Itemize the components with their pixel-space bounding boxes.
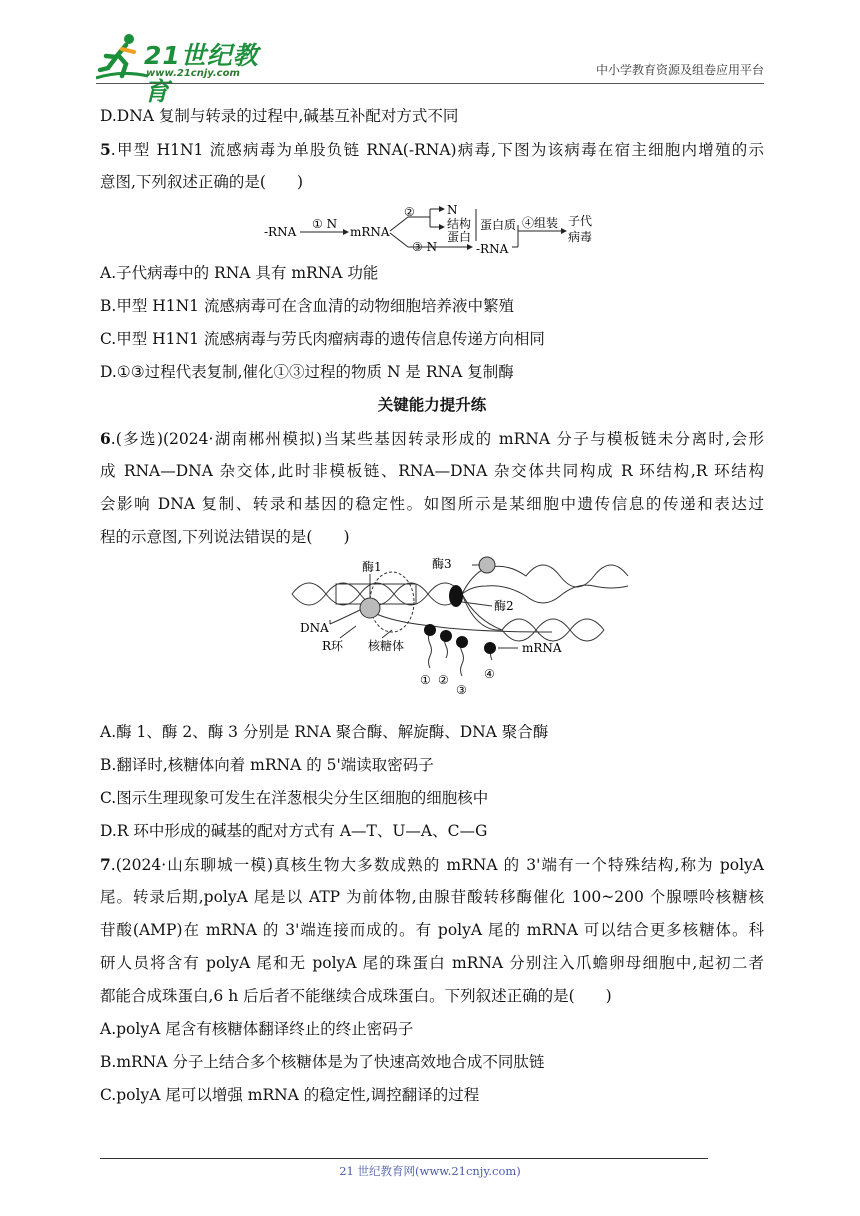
q6-option-d: D.R 环中形成的碱基的配对方式有 A—T、U—A、C—G	[100, 822, 488, 840]
d1-start: -RNA	[264, 225, 297, 239]
logo-url: www.21cnjy.com	[146, 68, 240, 79]
d1-protein: 蛋白质	[480, 218, 517, 232]
document-body	[100, 100, 764, 1112]
d1-mrna: mRNA	[350, 225, 390, 239]
q7-stem-line-3: 苷酸(AMP)在 mRNA 的 3'端连接而成的。有 polyA 尾的 mRNA 可以结合更多核糖体。科	[100, 921, 764, 939]
page-header	[96, 30, 764, 106]
q7-number: 7	[100, 855, 111, 874]
q6-stem-line-2: 成 RNA—DNA 杂交体,此时非模板链、RNA—DNA 杂交体共同构成 R 环结构,R 环结构	[100, 462, 764, 480]
d2-mrna: mRNA	[522, 641, 562, 655]
r-loop-diagram-svg	[100, 556, 764, 708]
d2-ribosome: 核糖体	[368, 639, 405, 653]
q7-stem-line-2: 尾。转录后期,polyA 尾是以 ATP 为前体物,由腺苷酸转移酶催化 100~200 个腺嘌呤核糖核	[100, 888, 764, 906]
d2-r-loop: R环	[322, 639, 344, 653]
site-logo[interactable]	[96, 30, 266, 106]
header-divider	[96, 83, 764, 84]
q6-stem-line-4: 程的示意图,下列说法错误的是( )	[100, 528, 350, 546]
d2-dna: DNA	[300, 621, 329, 635]
logo-title: 21世纪教育	[144, 41, 259, 106]
d1-structural-1: 结构	[447, 217, 472, 231]
q6-stem-line-3: 会影响 DNA 复制、转录和基因的稳定性。如图所示是某细胞中遗传信息的传递和表达过	[100, 495, 764, 513]
section-title: 关键能力提升练	[377, 396, 487, 414]
q6-option-c: C.图示生理现象可发生在洋葱根尖分生区细胞的细胞核中	[100, 789, 489, 807]
flu-virus-diagram	[100, 203, 764, 255]
page-footer[interactable]: 21 世纪教育网(www.21cnjy.com)	[339, 1164, 521, 1178]
d1-n-top: N	[447, 203, 458, 217]
d2-enzyme2: 酶2	[494, 599, 514, 613]
runner-logo-icon	[96, 30, 148, 82]
r-loop-diagram	[100, 556, 764, 708]
q5-stem-line-1	[100, 133, 764, 166]
d1-progeny-2: 病毒	[568, 230, 593, 244]
d1-step1: ① N	[312, 217, 338, 231]
d1-step2: ②	[404, 205, 415, 219]
q5-stem-line-2: 意图,下列叙述正确的是( )	[100, 173, 304, 191]
q5-number: 5	[100, 140, 111, 159]
q4-option-d: D.DNA 复制与转录的过程中,碱基互补配对方式不同	[100, 107, 459, 125]
q7-option-b: B.mRNA 分子上结合多个核糖体是为了快速高效地合成不同肽链	[100, 1053, 545, 1071]
q7-option-a: A.polyA 尾含有核糖体翻译终止的终止密码子	[100, 1020, 414, 1038]
q6-option-a: A.酶 1、酶 2、酶 3 分别是 RNA 聚合酶、解旋酶、DNA 聚合酶	[100, 723, 549, 741]
platform-name: 中小学教育资源及组卷应用平台	[595, 63, 764, 77]
d1-step4: ④组装	[522, 216, 559, 230]
d2-enzyme3: 酶3	[432, 557, 452, 571]
d1-structural-2: 蛋白	[447, 230, 472, 244]
q7-stem-line-5: 都能合成珠蛋白,6 h 后后者不能继续合成珠蛋白。下列叙述正确的是( )	[100, 987, 612, 1005]
d1-step3: ③ N	[412, 240, 438, 254]
q5-option-c: C.甲型 H1N1 流感病毒与劳氏肉瘤病毒的遗传信息传递方向相同	[100, 330, 545, 348]
d2-n3: ③	[456, 683, 467, 697]
footer-divider	[100, 1158, 708, 1159]
d2-n1: ①	[420, 673, 431, 687]
q7-option-c: C.polyA 尾可以增强 mRNA 的稳定性,调控翻译的过程	[100, 1086, 480, 1104]
flu-virus-diagram-svg	[100, 203, 764, 255]
q7-stem-line-4: 研人员将含有 polyA 尾和无 polyA 尾的珠蛋白 mRNA 分别注入爪蟾卵母细胞中,起初二者	[100, 954, 764, 972]
q5-option-b: B.甲型 H1N1 流感病毒可在含血清的动物细胞培养液中繁殖	[100, 297, 514, 315]
q7-stem-text-1: .(2024·山东聊城一模)真核生物大多数成熟的 mRNA 的 3'端有一个特殊结构,称为 polyA	[110, 856, 764, 874]
q5-option-d: D.①③过程代表复制,催化①③过程的物质 N 是 RNA 复制酶	[100, 363, 514, 381]
d2-n4: ④	[484, 667, 495, 681]
q6-number: 6	[100, 429, 111, 448]
d2-enzyme1: 酶1	[362, 560, 382, 574]
q5-option-a: A.子代病毒中的 RNA 具有 mRNA 功能	[100, 264, 379, 282]
q5-stem-text-1: .甲型 H1N1 流感病毒为单股负链 RNA(-RNA)病毒,下图为该病毒在宿主细胞内增殖的示	[110, 141, 764, 159]
d1-minus-rna: -RNA	[476, 242, 509, 255]
q6-stem-line-1	[100, 422, 764, 455]
q6-stem-text-1: .(多选)(2024·湖南郴州模拟)当某些基因转录形成的 mRNA 分子与模板链未分离时,会形	[110, 430, 764, 448]
d2-n2: ②	[438, 673, 449, 687]
q7-stem-line-1	[100, 848, 764, 881]
d1-progeny-1: 子代	[568, 214, 593, 228]
q6-option-b: B.翻译时,核糖体向着 mRNA 的 5'端读取密码子	[100, 756, 434, 774]
